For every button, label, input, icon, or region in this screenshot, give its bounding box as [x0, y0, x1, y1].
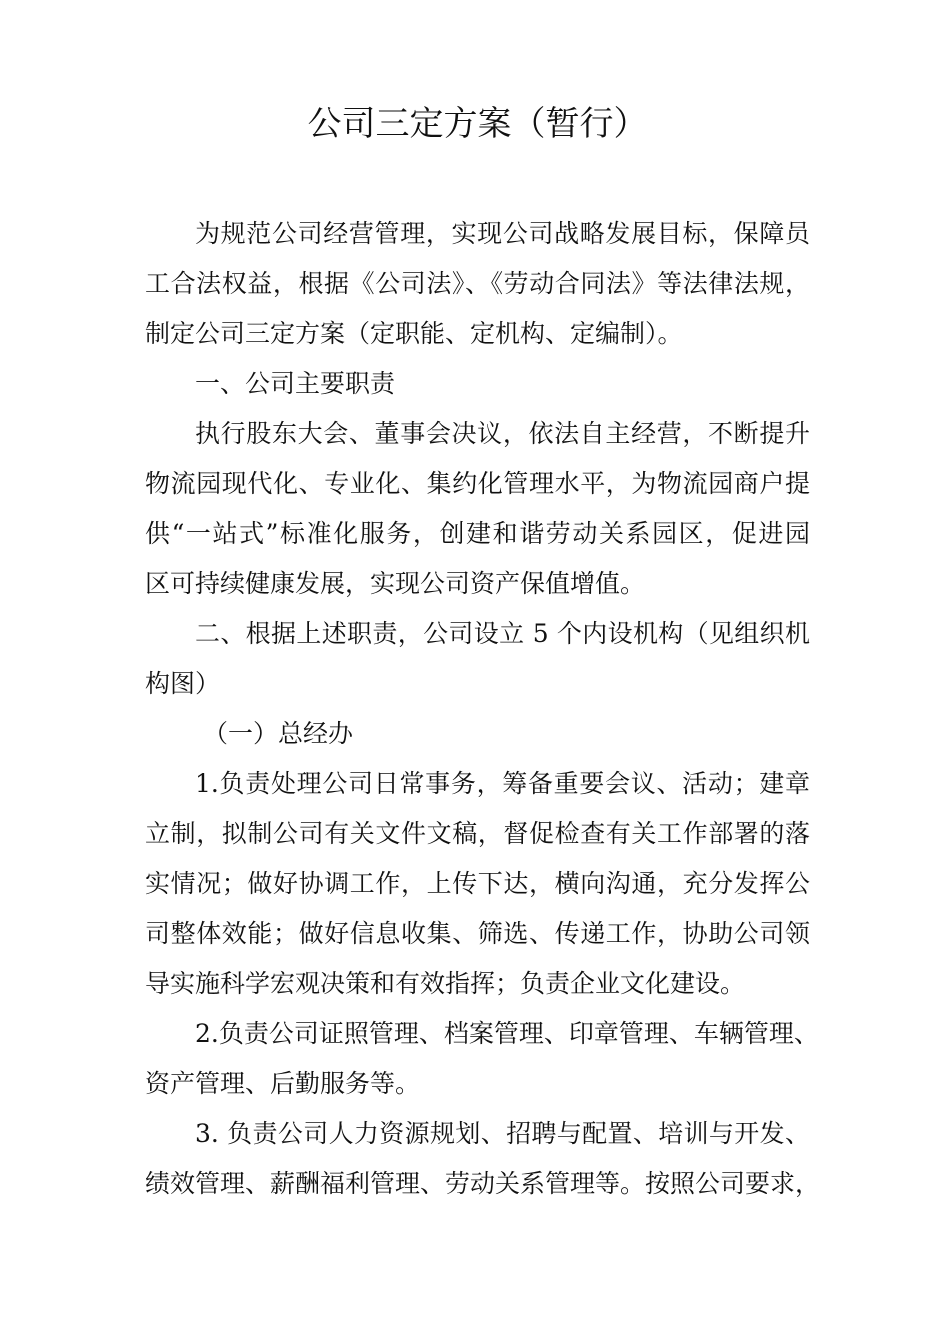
section-heading-2-line-1: 二、根据上述职责，公司设立 5 个内设机构（见组织机: [195, 619, 810, 648]
item-1-line-3: 实情况；做好协调工作，上传下达，横向沟通，充分发挥公: [145, 869, 810, 898]
section-heading-2-line-2: 构图）: [145, 669, 221, 698]
item-3-line-2: 绩效管理、薪酬福利管理、劳动关系管理等。按照公司要求，: [145, 1169, 821, 1198]
item-1-line-1: 1.负责处理公司日常事务，筹备重要会议、活动；建章: [195, 769, 810, 798]
item-2-line-2: 资产管理、后勤服务等。: [145, 1069, 421, 1098]
item-2-line-1: 2.负责公司证照管理、档案管理、印章管理、车辆管理、: [195, 1019, 819, 1048]
paragraph-1-line-2: 工合法权益，根据《公司法》、《劳动合同法》等法律法规，: [145, 269, 810, 298]
paragraph-2-line-3: 供“一站式”标准化服务，创建和谐劳动关系园区，促进园: [145, 519, 810, 548]
item-3-line-1: 3. 负责公司人力资源规划、招聘与配置、培训与开发、: [195, 1119, 810, 1148]
paragraph-1-line-3: 制定公司三定方案（定职能、定机构、定编制）。: [145, 319, 683, 348]
paragraph-2-line-1: 执行股东大会、董事会决议，依法自主经营，不断提升: [195, 419, 810, 448]
item-1-line-4: 司整体效能；做好信息收集、筛选、传递工作，协助公司领: [145, 919, 810, 948]
paragraph-2-line-2: 物流园现代化、专业化、集约化管理水平，为物流园商户提: [145, 469, 810, 498]
item-1-line-2: 立制，拟制公司有关文件文稿，督促检查有关工作部署的落: [145, 819, 810, 848]
section-heading-1: 一、公司主要职责: [195, 369, 396, 398]
item-1-line-5: 导实施科学宏观决策和有效指挥；负责企业文化建设。: [145, 969, 746, 998]
document-title: 公司三定方案（暂行）: [307, 104, 648, 144]
paragraph-1-line-1: 为规范公司经营管理，实现公司战略发展目标，保障员: [195, 219, 810, 248]
paragraph-2-line-4: 区可持续健康发展，实现公司资产保值增值。: [145, 569, 646, 598]
subsection-heading-1: （一）总经办: [203, 719, 354, 748]
